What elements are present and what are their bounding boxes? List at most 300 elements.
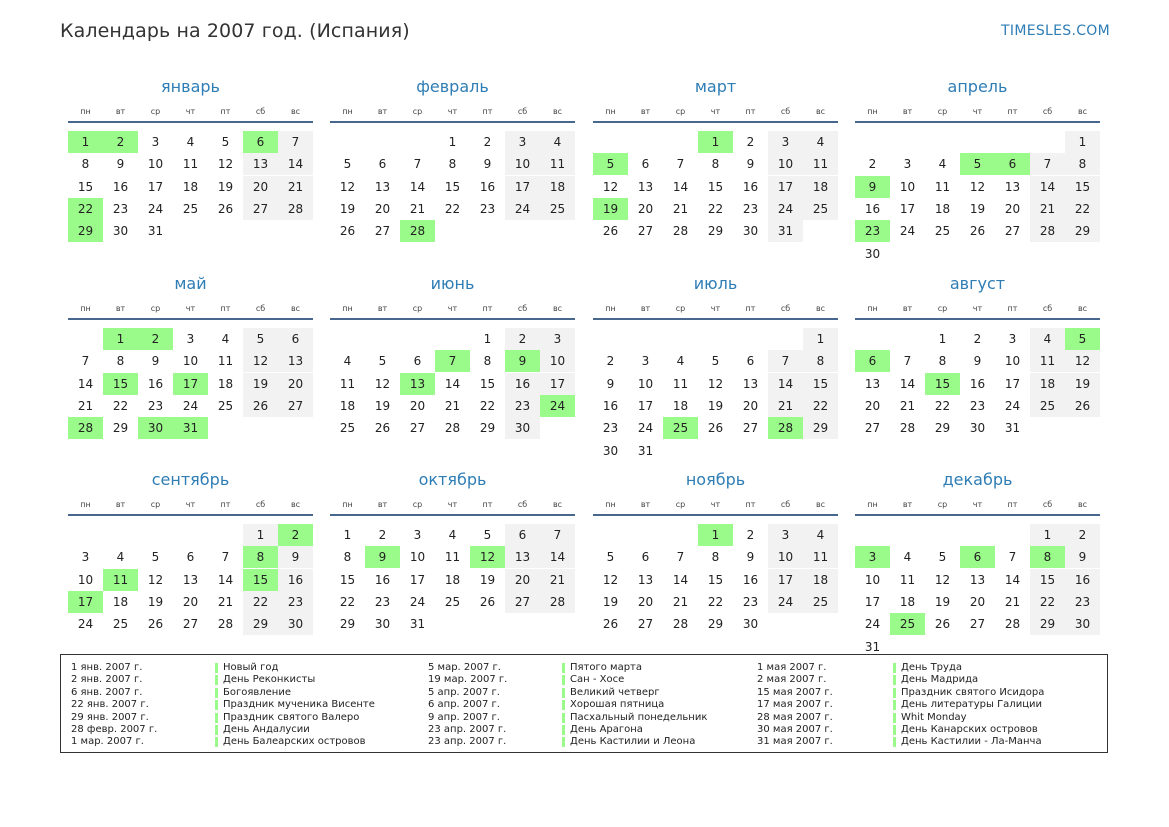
day-cell: 4 <box>803 131 838 153</box>
day-cell: 4 <box>221 332 230 346</box>
holiday-marker <box>215 688 218 698</box>
weekday-header: пн <box>80 107 91 116</box>
day-cell: 30 <box>112 224 129 239</box>
holiday-day-cell: 31 <box>173 417 208 439</box>
holiday-day-cell: 17 <box>68 591 103 613</box>
day-cell: 1 <box>1030 524 1065 546</box>
weekday-header: пт <box>482 500 493 509</box>
day-cell: 26 <box>934 617 951 632</box>
day-cell: 3 <box>505 131 540 153</box>
site-link[interactable]: TIMESLES.COM <box>1001 23 1110 39</box>
day-cell: 15 <box>707 572 724 587</box>
day-cell: 8 <box>1065 153 1100 175</box>
month-divider <box>855 318 1100 320</box>
day-cell: 4 <box>676 354 685 369</box>
day-cell: 12 <box>602 572 619 587</box>
day-cell: 23 <box>278 591 313 613</box>
holiday-marker <box>562 737 565 747</box>
day-cell: 4 <box>803 524 838 546</box>
day-cell: 22 <box>339 594 356 609</box>
day-cell: 22 <box>112 398 129 413</box>
day-cell: 23 <box>742 201 759 216</box>
weekday-header: сб <box>1042 304 1053 313</box>
day-cell: 6 <box>278 328 313 350</box>
day-cell: 20 <box>374 201 391 216</box>
legend-holiday-name: Праздник святого Исидора <box>901 686 1045 698</box>
day-cell: 9 <box>151 354 160 369</box>
day-cell: 13 <box>374 179 391 194</box>
legend-date: 19 мар. 2007 г. <box>428 674 508 686</box>
holiday-day-cell: 29 <box>68 220 103 242</box>
weekday-header: сб <box>255 500 266 509</box>
day-cell: 28 <box>540 591 575 613</box>
day-cell: 4 <box>903 550 912 565</box>
weekday-header: вт <box>640 304 651 313</box>
weekday-header: ср <box>937 107 948 116</box>
day-cell: 2 <box>606 354 615 369</box>
day-cell: 4 <box>116 550 125 565</box>
day-cell: 30 <box>864 246 881 261</box>
day-cell: 5 <box>378 354 387 369</box>
day-cell: 1 <box>483 332 492 346</box>
day-cell: 11 <box>339 376 356 391</box>
weekday-header: пн <box>605 304 616 313</box>
month-divider <box>68 318 313 320</box>
day-cell: 9 <box>278 546 313 568</box>
weekday-header: чт <box>447 107 458 116</box>
day-cell: 1 <box>243 524 278 546</box>
day-cell: 29 <box>479 421 496 436</box>
day-cell: 28 <box>672 617 689 632</box>
day-cell: 3 <box>768 524 803 546</box>
day-cell: 3 <box>768 131 803 153</box>
day-cell: 20 <box>742 398 759 413</box>
weekday-header: пн <box>80 304 91 313</box>
day-cell: 26 <box>243 395 278 417</box>
day-cell: 29 <box>1065 220 1100 242</box>
holiday-day-cell: 15 <box>243 569 278 591</box>
holiday-marker <box>893 737 896 747</box>
weekday-header: чт <box>972 304 983 313</box>
day-cell: 15 <box>77 179 94 194</box>
legend-date: 1 мая 2007 г. <box>757 662 827 673</box>
day-cell: 14 <box>540 546 575 568</box>
day-cell: 19 <box>217 179 234 194</box>
day-cell: 27 <box>278 395 313 417</box>
weekday-header: вс <box>815 500 826 509</box>
day-cell: 18 <box>444 572 461 587</box>
day-cell: 27 <box>374 224 391 239</box>
day-cell: 3 <box>186 332 195 346</box>
day-cell: 31 <box>768 220 803 242</box>
weekday-header: чт <box>185 304 196 313</box>
day-cell: 13 <box>969 572 986 587</box>
day-cell: 19 <box>374 398 391 413</box>
day-cell: 29 <box>1030 613 1065 635</box>
legend-holiday-name: Новый год <box>223 662 279 673</box>
day-cell: 25 <box>217 398 234 413</box>
day-cell: 26 <box>339 224 356 239</box>
month-name: июнь <box>430 274 475 293</box>
month-divider <box>68 514 313 516</box>
day-cell: 14 <box>409 179 426 194</box>
day-cell: 27 <box>182 617 199 632</box>
day-cell: 30 <box>374 617 391 632</box>
day-cell: 10 <box>768 153 803 175</box>
day-cell: 8 <box>711 157 720 172</box>
month-name: январь <box>161 77 220 96</box>
day-cell: 26 <box>217 201 234 216</box>
day-cell: 25 <box>444 594 461 609</box>
weekday-header: сб <box>255 304 266 313</box>
day-cell: 4 <box>448 528 457 542</box>
weekday-header: чт <box>972 107 983 116</box>
day-cell: 27 <box>409 421 426 436</box>
legend-date: 9 апр. 2007 г. <box>428 711 500 723</box>
day-cell: 19 <box>339 201 356 216</box>
month-name: сентябрь <box>151 470 230 489</box>
page-title: Календарь на 2007 год. (Испания) <box>60 20 410 42</box>
legend-holiday-name: День Канарских островов <box>901 724 1038 735</box>
day-cell: 9 <box>1065 546 1100 568</box>
weekday-header: вт <box>115 304 126 313</box>
day-cell: 22 <box>803 395 838 417</box>
holiday-day-cell: 22 <box>68 198 103 220</box>
weekday-header: ср <box>412 107 423 116</box>
day-cell: 24 <box>637 421 654 436</box>
day-cell: 28 <box>1004 617 1021 632</box>
day-cell: 18 <box>339 398 356 413</box>
day-cell: 21 <box>899 398 916 413</box>
day-cell: 20 <box>637 201 654 216</box>
day-cell: 20 <box>409 398 426 413</box>
weekday-header: вс <box>290 304 301 313</box>
day-cell: 15 <box>479 376 496 391</box>
day-cell: 16 <box>864 201 881 216</box>
day-cell: 26 <box>374 421 391 436</box>
holiday-day-cell: 6 <box>960 546 995 568</box>
day-cell: 8 <box>116 354 125 369</box>
day-cell: 24 <box>409 594 426 609</box>
day-cell: 19 <box>969 201 986 216</box>
holiday-day-cell: 28 <box>768 417 803 439</box>
holiday-marker <box>215 663 218 673</box>
day-cell: 31 <box>864 639 881 654</box>
day-cell: 25 <box>803 198 838 220</box>
day-cell: 30 <box>505 417 540 439</box>
day-cell: 25 <box>540 198 575 220</box>
day-cell: 3 <box>81 550 90 565</box>
day-cell: 31 <box>637 443 654 458</box>
day-cell: 25 <box>182 201 199 216</box>
day-cell: 16 <box>147 376 164 391</box>
day-cell: 24 <box>864 617 881 632</box>
day-cell: 16 <box>969 376 986 391</box>
day-cell: 6 <box>413 354 422 369</box>
weekday-header: пн <box>605 107 616 116</box>
day-cell: 13 <box>637 179 654 194</box>
month-divider <box>855 121 1100 123</box>
holiday-day-cell: 2 <box>278 524 313 546</box>
day-cell: 19 <box>243 373 278 395</box>
legend-holiday-name: День Реконкисты <box>223 674 316 686</box>
day-cell: 4 <box>343 354 352 369</box>
day-cell: 4 <box>938 157 947 172</box>
day-cell: 4 <box>1030 328 1065 350</box>
holiday-day-cell: 1 <box>698 524 733 546</box>
day-cell: 30 <box>742 224 759 239</box>
weekday-header: вс <box>552 304 563 313</box>
month-name: ноябрь <box>685 470 746 489</box>
day-cell: 10 <box>540 350 575 372</box>
holiday-day-cell: 12 <box>470 546 505 568</box>
day-cell: 8 <box>803 350 838 372</box>
day-cell: 27 <box>637 617 654 632</box>
holiday-day-cell: 13 <box>400 373 435 395</box>
legend-holiday-name: Праздник святого Валеро <box>223 711 360 723</box>
day-cell: 2 <box>746 135 755 149</box>
holiday-day-cell: 28 <box>68 417 103 439</box>
holiday-marker <box>893 675 896 685</box>
weekday-header: чт <box>710 107 721 116</box>
day-cell: 31 <box>1004 421 1021 436</box>
day-cell: 10 <box>182 354 199 369</box>
holiday-day-cell: 7 <box>435 350 470 372</box>
day-cell: 27 <box>505 591 540 613</box>
day-cell: 10 <box>147 157 164 172</box>
weekday-header: вт <box>115 500 126 509</box>
day-cell: 8 <box>81 157 90 172</box>
legend-date: 29 янв. 2007 г. <box>71 711 149 723</box>
day-cell: 5 <box>343 157 352 172</box>
holiday-day-cell: 1 <box>698 131 733 153</box>
weekday-header: ср <box>937 304 948 313</box>
day-cell: 21 <box>1030 198 1065 220</box>
day-cell: 9 <box>606 376 615 391</box>
day-cell: 24 <box>182 398 199 413</box>
day-cell: 21 <box>672 594 689 609</box>
day-cell: 15 <box>339 572 356 587</box>
weekday-header: вт <box>902 500 913 509</box>
weekday-header: вс <box>1077 500 1088 509</box>
day-cell: 1 <box>803 328 838 350</box>
day-cell: 10 <box>1004 354 1021 369</box>
holiday-day-cell: 3 <box>855 546 890 568</box>
weekday-header: вс <box>290 107 301 116</box>
day-cell: 21 <box>444 398 461 413</box>
legend-date: 15 мая 2007 г. <box>757 686 833 698</box>
day-cell: 25 <box>803 591 838 613</box>
day-cell: 25 <box>1030 395 1065 417</box>
day-cell: 2 <box>746 528 755 542</box>
month-divider <box>593 318 838 320</box>
weekday-header: вс <box>815 304 826 313</box>
day-cell: 20 <box>1004 201 1021 216</box>
weekday-header: пн <box>342 107 353 116</box>
weekday-header: пт <box>220 304 231 313</box>
day-cell: 25 <box>339 421 356 436</box>
day-cell: 28 <box>278 198 313 220</box>
day-cell: 1 <box>448 135 457 149</box>
weekday-header: ср <box>675 500 686 509</box>
day-cell: 20 <box>243 176 278 198</box>
legend-date: 30 мая 2007 г. <box>757 724 833 735</box>
holiday-marker <box>215 700 218 710</box>
holiday-day-cell: 11 <box>103 569 138 591</box>
day-cell: 13 <box>243 153 278 175</box>
day-cell: 13 <box>864 376 881 391</box>
day-cell: 28 <box>444 421 461 436</box>
month-name: июль <box>693 274 738 293</box>
legend-holiday-name: Богоявление <box>223 686 291 698</box>
month-name: май <box>174 274 207 293</box>
day-cell: 15 <box>803 373 838 395</box>
month-divider <box>68 121 313 123</box>
weekday-header: сб <box>517 107 528 116</box>
day-cell: 21 <box>217 594 234 609</box>
day-cell: 29 <box>243 613 278 635</box>
legend-holiday-name: День Труда <box>901 662 962 673</box>
weekday-header: чт <box>710 500 721 509</box>
day-cell: 6 <box>378 157 387 172</box>
day-cell: 2 <box>483 135 492 149</box>
day-cell: 3 <box>1008 332 1017 346</box>
day-cell: 24 <box>768 591 803 613</box>
weekday-header: сб <box>517 304 528 313</box>
day-cell: 18 <box>672 398 689 413</box>
day-cell: 23 <box>1065 591 1100 613</box>
day-cell: 7 <box>278 131 313 153</box>
day-cell: 14 <box>217 572 234 587</box>
day-cell: 29 <box>339 617 356 632</box>
weekday-header: вс <box>290 500 301 509</box>
day-cell: 11 <box>540 153 575 175</box>
day-cell: 26 <box>1065 395 1100 417</box>
day-cell: 16 <box>1065 569 1100 591</box>
day-cell: 10 <box>899 179 916 194</box>
holiday-marker <box>893 700 896 710</box>
legend-holiday-name: Праздник мученика Висенте <box>223 699 375 711</box>
day-cell: 15 <box>1065 176 1100 198</box>
day-cell: 24 <box>147 201 164 216</box>
day-cell: 2 <box>505 328 540 350</box>
day-cell: 29 <box>803 417 838 439</box>
holiday-day-cell: 25 <box>663 417 698 439</box>
day-cell: 2 <box>973 332 982 346</box>
day-cell: 18 <box>899 594 916 609</box>
day-cell: 17 <box>505 176 540 198</box>
legend-date: 22 янв. 2007 г. <box>71 699 149 711</box>
day-cell: 11 <box>217 354 234 369</box>
weekday-header: чт <box>185 500 196 509</box>
day-cell: 30 <box>278 613 313 635</box>
weekday-header: вт <box>377 500 388 509</box>
weekday-header: чт <box>710 304 721 313</box>
day-cell: 1 <box>343 528 352 542</box>
legend-holiday-name: День Арагона <box>570 724 643 735</box>
legend-date: 2 янв. 2007 г. <box>71 674 143 686</box>
day-cell: 7 <box>413 157 422 172</box>
month-divider <box>593 514 838 516</box>
day-cell: 7 <box>81 354 90 369</box>
day-cell: 30 <box>1065 613 1100 635</box>
weekday-header: сб <box>780 304 791 313</box>
day-cell: 17 <box>768 176 803 198</box>
day-cell: 14 <box>278 153 313 175</box>
weekday-header: вт <box>115 107 126 116</box>
day-cell: 5 <box>606 550 615 565</box>
weekday-header: пт <box>745 500 756 509</box>
legend-date: 23 апр. 2007 г. <box>428 724 507 735</box>
weekday-header: ср <box>675 107 686 116</box>
day-cell: 18 <box>540 176 575 198</box>
day-cell: 18 <box>1030 373 1065 395</box>
day-cell: 17 <box>864 594 881 609</box>
weekday-header: пн <box>80 500 91 509</box>
day-cell: 24 <box>77 617 94 632</box>
day-cell: 29 <box>707 224 724 239</box>
day-cell: 18 <box>217 376 234 391</box>
day-cell: 5 <box>483 528 492 542</box>
holiday-day-cell: 15 <box>925 373 960 395</box>
day-cell: 21 <box>672 201 689 216</box>
day-cell: 10 <box>409 550 426 565</box>
day-cell: 22 <box>479 398 496 413</box>
day-cell: 10 <box>77 572 94 587</box>
weekday-header: вт <box>902 107 913 116</box>
day-cell: 27 <box>1004 224 1021 239</box>
day-cell: 9 <box>973 354 982 369</box>
holiday-marker <box>562 675 565 685</box>
day-cell: 23 <box>505 395 540 417</box>
day-cell: 17 <box>1004 376 1021 391</box>
month-divider <box>330 318 575 320</box>
day-cell: 7 <box>1030 153 1065 175</box>
day-cell: 19 <box>707 398 724 413</box>
day-cell: 31 <box>147 224 164 239</box>
day-cell: 8 <box>711 550 720 565</box>
holiday-day-cell: 1 <box>103 328 138 350</box>
day-cell: 30 <box>969 421 986 436</box>
day-cell: 12 <box>339 179 356 194</box>
day-cell: 26 <box>969 224 986 239</box>
weekday-header: пт <box>745 107 756 116</box>
day-cell: 17 <box>768 569 803 591</box>
day-cell: 20 <box>637 594 654 609</box>
month-name: апрель <box>947 77 1008 96</box>
day-cell: 27 <box>742 421 759 436</box>
day-cell: 19 <box>934 594 951 609</box>
day-cell: 29 <box>112 421 129 436</box>
holiday-day-cell: 2 <box>103 131 138 153</box>
day-cell: 14 <box>1030 176 1065 198</box>
day-cell: 11 <box>803 546 838 568</box>
day-cell: 2 <box>1065 524 1100 546</box>
day-cell: 23 <box>969 398 986 413</box>
day-cell: 18 <box>803 569 838 591</box>
day-cell: 25 <box>934 224 951 239</box>
weekday-header: сб <box>780 107 791 116</box>
holiday-day-cell: 30 <box>138 417 173 439</box>
holiday-day-cell: 17 <box>173 373 208 395</box>
day-cell: 8 <box>483 354 492 369</box>
day-cell: 15 <box>1030 569 1065 591</box>
holiday-day-cell: 5 <box>593 153 628 175</box>
day-cell: 26 <box>479 594 496 609</box>
day-cell: 26 <box>707 421 724 436</box>
day-cell: 14 <box>444 376 461 391</box>
day-cell: 7 <box>221 550 230 565</box>
